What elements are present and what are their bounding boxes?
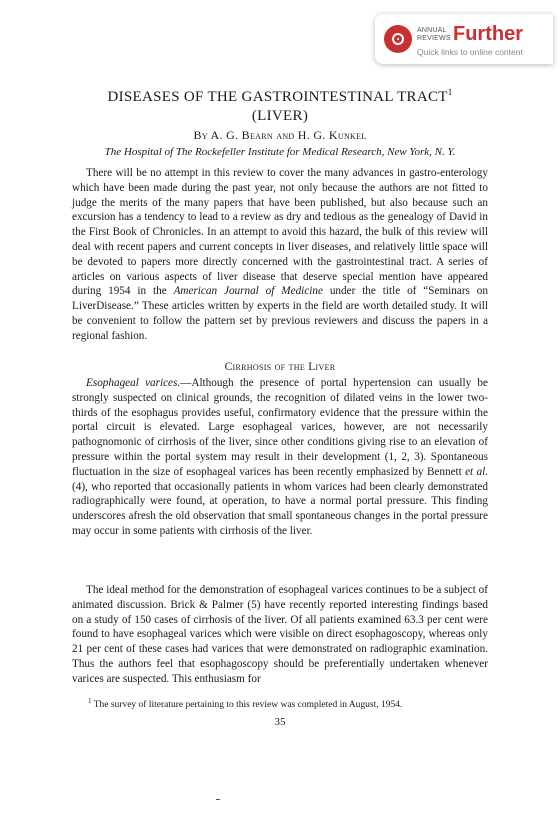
article-title bbox=[40, 83, 520, 126]
further-label[interactable]: Further bbox=[453, 23, 523, 45]
title-line-1: DISEASES OF THE GASTROINTESTINAL TRACT bbox=[107, 89, 448, 105]
varices-paragraph bbox=[72, 376, 488, 539]
varices-lead: Esophageal varices. bbox=[86, 377, 181, 389]
footnote-marker: 1 bbox=[88, 697, 92, 705]
authors: By A. G. Bearn and H. G. Kunkel bbox=[193, 128, 367, 142]
section-heading: Cirrhosis of the Liver bbox=[224, 361, 336, 373]
title-footnote-marker: 1 bbox=[447, 87, 453, 97]
intro-text-end: under the title of “Seminars on LiverDisease.” These articles written by experts in the field are worth detailed study. It will be convenient to follow the pattern set by previous reviewers and discuss the papers in a regional fashion. bbox=[72, 285, 488, 342]
annual-reviews-label: ANNUAL REVIEWS bbox=[417, 27, 451, 42]
bottom-mark bbox=[216, 799, 220, 800]
et-al: et al. bbox=[465, 465, 488, 478]
annual-reviews-logo-icon bbox=[384, 25, 412, 53]
page-number: 35 bbox=[274, 716, 286, 728]
varices-body-a: —Although the presence of portal hypertension can usually be strongly suspected on clinical grounds, the recognition of dilated veins in the lower two-thirds of the esophagus provides useful, confirmatory evidence that the pressure within the portal circuit is elevated. Large esophageal varices, however, are not necessarily pathognomonic of cirrhosis of the liver, since other conditions giving rise to an elevation of pressure within the portal system may result in their development (1, 2, 3). Spontaneous fluctuation in the size of esophageal varices has been recently emphasized by Bennett bbox=[72, 377, 488, 478]
ideal-method-paragraph: The ideal method for the demonstration of esophageal varices continues to be a subject of animated discussion. Brick & Palmer (5) have recently reported interesting findings based on a study of 150 cases of cirrhosis of the liver. Of all patients examined 63.3 per cent were found to have esophageal varices which were visible on direct esophagoscopy, whereas only 21 per cent of these cases had varices that were demonstrated on radiographic examination. Thus the authors feel that esophagoscopy should be preferentially undertaken whenever varices are suspected. This enthusiasm for bbox=[72, 584, 488, 685]
further-badge[interactable] bbox=[375, 14, 553, 64]
journal-name: American Journal of Medicine bbox=[173, 285, 323, 298]
intro-text: There will be no attempt in this review to cover the many advances in gastro-enterology which have been made during the past year, not only because the authors are not fitted to judge the merits of the many papers that have been published, but also because such an excursion has a tendency to lead to a review as dry and tedious as the genealogy of David in the First Book of Chronicles. In an attempt to avoid this hazard, the bulk of this review will deal with recent papers and current concepts in liver diseases, and relatively little space will be devoted to papers more directly concerned with the gastrointestinal tract. A series of articles on various aspects of liver disease that deserve special mention have appeared during 1954 in the bbox=[72, 167, 488, 298]
varices-body-b: (4), who reported that occasionally patients in whom varices had been clearly demonstrated radiographically were found, at operation, to have a normal portal pressure. This finding underscores afresh the old observation that small spontaneous changes in the portal pressure may occur in some patients with cirrhosis of the liver. bbox=[72, 480, 488, 537]
further-tagline: Quick links to online content bbox=[417, 47, 523, 57]
footnote bbox=[88, 695, 504, 711]
title-line-2: (LIVER) bbox=[251, 108, 309, 124]
affiliation: The Hospital of The Rockefeller Institute for Medical Research, New York, N. Y. bbox=[104, 146, 456, 158]
footnote-text: The survey of literature pertaining to this review was completed in August, 1954. bbox=[91, 700, 403, 711]
intro-paragraph bbox=[72, 166, 488, 344]
